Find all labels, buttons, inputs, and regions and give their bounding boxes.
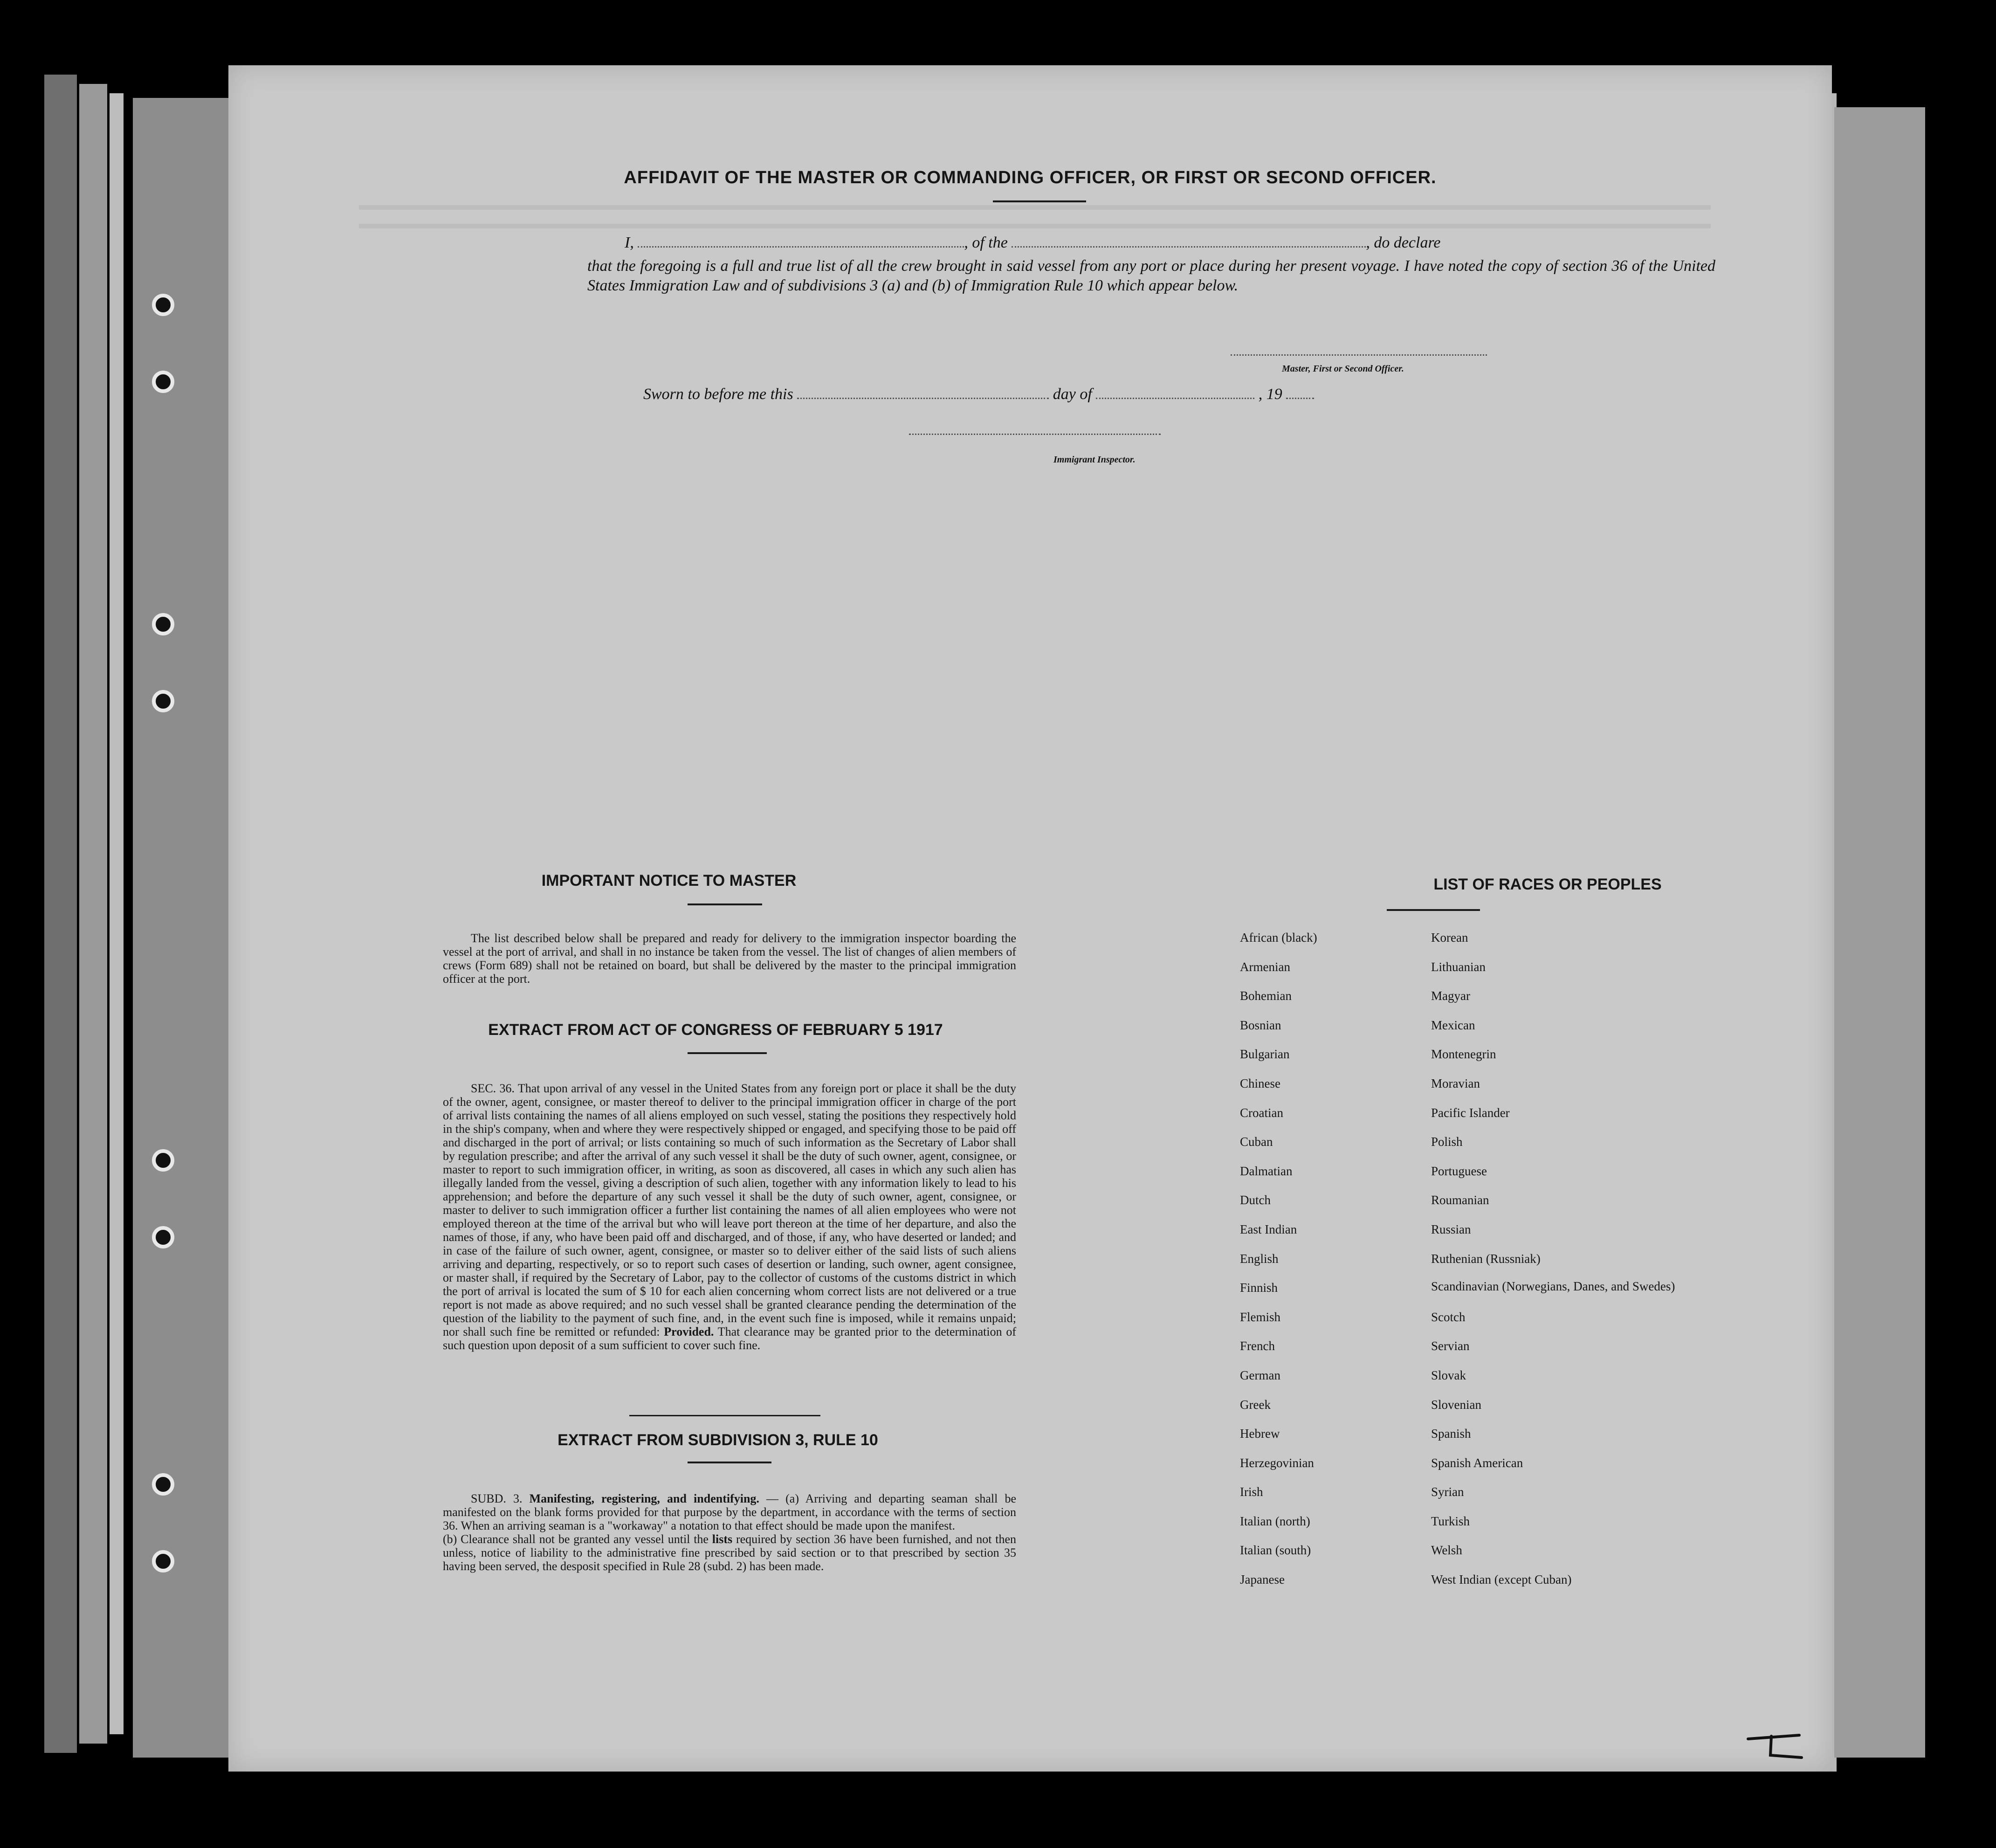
sworn-text: Sworn to before me this	[643, 386, 793, 403]
declaration-i: I,	[625, 234, 634, 251]
binder-edge-strip	[79, 84, 107, 1744]
race-list-item: Turkish	[1431, 1514, 1470, 1528]
punch-hole	[152, 1149, 174, 1172]
affidavit-declaration-line	[587, 233, 1715, 253]
act-extract-body	[443, 1082, 1016, 1352]
day-blank[interactable]	[797, 398, 1049, 399]
section-divider	[629, 1415, 820, 1416]
sec-36-text: SEC. 36. That upon arrival of any vessel in the United States from any foreign port or place it shall be the duty of the owner, agent, consignee, or master thereof to deliver to the principal immigration officer in charge of the port of arrival lists containing the names of all aliens employed on such vessel, stating the positions they respectively hold in the ship's company, when and where they were respectively shipped or engaged, and specifying those to be paid off and discharged in the port of arrival; or lists containing so much of such information as the Secretary of Labor shall by regulation prescribe; and after the arrival of any such vessel it shall be the duty of such owner, agent, consignee, or master to report to such immigration officer, in writing, as soon as discovered, all cases in which any such alien has illegally landed from the vessel, giving a description of such alien, together with any information likely to lead to his apprehension; and before the departure of any such vessel it shall be the duty of such owner, agent, consignee, or master to deliver to such immigration officer a further list containing the names of all alien employees who were not employed thereon at the time of the arrival but who will leave port thereon at the time of her departure, and also the names of those, if any, who have been paid off and discharged, and of those, if any, who have deserted or landed; and in case of the failure of such owner, agent, consignee, or master so to deliver either of the said lists of such aliens arriving and departing, respectively, or so to report such cases of desertion or landing, such owner, agent consignee, or master shall, if required by the Secretary of Labor, pay to the collector of customs of the customs district in which the port of arrival is located the sum of $ 10 for each alien concerning whom correct lists are not delivered or a true report is not made as above required; and no such vessel shall be granted clearance pending the determination of the question of the liability to the payment of such fine, and, in the event such fine is imposed, while it remains unpaid; nor shall such fine be remitted or refunded:	[443, 1082, 1016, 1338]
signature-caption: Master, First or Second Officer.	[1282, 364, 1404, 374]
race-list-item: Ruthenian (Russniak)	[1431, 1251, 1541, 1266]
race-list-item: Russian	[1431, 1222, 1471, 1236]
punch-hole	[152, 1550, 174, 1572]
race-list-item: Pacific Islander	[1431, 1105, 1510, 1120]
subd-a-text: — (a) Arriving and departing seaman shall be manifested on the blank forms provided for that purpose by the department, in accordance with the terms of section 36. When an arriving seaman is a "workaway" a notation to that effect should be made upon the manifest.	[443, 1492, 1017, 1532]
race-list-item: Lithuanian	[1431, 959, 1486, 974]
handwritten-mark-icon	[1743, 1730, 1809, 1762]
race-list-item: Cuban	[1240, 1135, 1273, 1149]
punch-hole	[152, 613, 174, 635]
race-list-item: Servian	[1431, 1339, 1470, 1353]
title-underline	[688, 903, 762, 905]
title-underline	[688, 1052, 767, 1054]
lists-text: lists	[712, 1532, 733, 1546]
races-column-1	[1240, 930, 1417, 1601]
race-list-item: Bosnian	[1240, 1018, 1281, 1032]
race-list-item: Japanese	[1240, 1572, 1285, 1587]
binder-right-margin	[1834, 107, 1925, 1758]
bleed-through-line	[359, 224, 1711, 228]
race-list-item: Spanish American	[1431, 1455, 1523, 1470]
notice-paragraph: The list described below shall be prepared and ready for delivery to the immigration inspector boarding the vessel at the port of arrival, and shall in no instance be taken from the vessel. The list of changes of alien members of crews (Form 689) shall not be retained on board, but shall be delivered by the master to the principal immigration officer at the port.	[443, 931, 1016, 986]
inspector-caption: Immigrant Inspector.	[1053, 455, 1136, 465]
sworn-line	[643, 385, 1482, 404]
declaration-declare: , do declare	[1366, 234, 1441, 251]
race-list-item: Greek	[1240, 1397, 1271, 1412]
signature-blank[interactable]	[1231, 354, 1487, 356]
declaration-of-the: , of the	[964, 234, 1008, 251]
sec-36-end: That clearance may be granted prior to the determination of such question upon deposit of a sum sufficient to cover such fine.	[443, 1325, 1017, 1352]
race-list-item: Bohemian	[1240, 989, 1292, 1003]
notice-body	[443, 931, 1016, 986]
day-of-text: day of	[1053, 386, 1092, 403]
race-list-item: African (black)	[1240, 931, 1317, 945]
race-list-item: Chinese	[1240, 1076, 1280, 1090]
subd-a-paragraph	[443, 1492, 1016, 1532]
race-list-item: Bulgarian	[1240, 1047, 1290, 1062]
binder-edge-strip	[44, 75, 77, 1753]
punch-hole	[152, 690, 174, 712]
rule-extract-title: EXTRACT FROM SUBDIVISION 3, RULE 10	[558, 1431, 878, 1449]
race-list-item: Mexican	[1431, 1018, 1475, 1032]
race-list-item: Magyar	[1431, 989, 1470, 1003]
title-underline	[1387, 909, 1480, 911]
punch-hole	[152, 1226, 174, 1248]
subd-heading: Manifesting, registering, and indentifying.	[529, 1492, 759, 1505]
title-underline	[688, 1462, 771, 1463]
race-list-item: Slovak	[1431, 1368, 1466, 1382]
race-list-item: German	[1240, 1368, 1280, 1382]
race-list-item: Italian (south)	[1240, 1543, 1311, 1558]
year-blank[interactable]	[1286, 398, 1314, 399]
document-page	[228, 65, 1832, 1772]
vessel-blank[interactable]	[1012, 246, 1366, 248]
month-blank[interactable]	[1096, 398, 1254, 399]
race-list-item: Irish	[1240, 1485, 1263, 1499]
subd-label: SUBD. 3.	[471, 1492, 523, 1505]
race-list-item: Herzegovinian	[1240, 1455, 1314, 1470]
race-list-item: Welsh	[1431, 1543, 1462, 1558]
title-underline	[993, 200, 1086, 202]
inspector-signature-blank[interactable]	[909, 434, 1161, 435]
race-list-item: Finnish	[1240, 1281, 1278, 1295]
provided-text: Provided.	[664, 1325, 714, 1338]
binder-edge-strip	[110, 93, 124, 1734]
race-list-item: Croatian	[1240, 1105, 1283, 1120]
race-list-item: Dutch	[1240, 1193, 1271, 1207]
punch-hole	[152, 1473, 174, 1496]
act-extract-title: EXTRACT FROM ACT OF CONGRESS OF FEBRUARY 5 1917	[488, 1021, 943, 1039]
race-list-item: Roumanian	[1431, 1193, 1489, 1207]
notice-title: IMPORTANT NOTICE TO MASTER	[541, 872, 797, 890]
subd-b-end: required by section 36 have been furnished, and not then unless, notice of liability to the administrative fine prescribed by said section or to that prescribed by section 35 having been served, the desposit specified in Rule 28 (subd. 2) has been made.	[443, 1532, 1017, 1573]
race-list-item: Dalmatian	[1240, 1164, 1293, 1178]
bleed-through-line	[359, 205, 1711, 210]
races-column-2	[1431, 930, 1692, 1601]
binder-left-margin	[133, 98, 231, 1758]
race-list-item: West Indian (except Cuban)	[1431, 1572, 1572, 1587]
races-title: LIST OF RACES OR PEOPLES	[1433, 876, 1662, 893]
race-list-item: Hebrew	[1240, 1427, 1280, 1441]
name-blank[interactable]	[638, 246, 964, 248]
punch-hole	[152, 371, 174, 393]
race-list-item: Armenian	[1240, 959, 1290, 974]
race-list-item: English	[1240, 1251, 1279, 1266]
race-list-item: Spanish	[1431, 1427, 1471, 1441]
race-list-item: Moravian	[1431, 1076, 1480, 1090]
race-list-item: Italian (north)	[1240, 1514, 1310, 1528]
race-list-item: Polish	[1431, 1135, 1463, 1149]
race-list-item: Montenegrin	[1431, 1047, 1496, 1062]
race-list-item: Portuguese	[1431, 1164, 1487, 1178]
race-list-item: Scotch	[1431, 1310, 1466, 1324]
subd-b-paragraph	[443, 1532, 1016, 1573]
race-list-item: East Indian	[1240, 1222, 1297, 1236]
race-list-item: Korean	[1431, 931, 1468, 945]
affidavit-body: that the foregoing is a full and true list of all the crew brought in said vessel from any port or place during her present voyage. I have noted the copy of section 36 of the United States Immigration Law and of subdivisions 3 (a) and (b) of Immigration Rule 10 which appear below.	[587, 257, 1715, 294]
race-list-item: Flemish	[1240, 1310, 1281, 1324]
race-list-item: Slovenian	[1431, 1397, 1481, 1412]
race-list-item: French	[1240, 1339, 1275, 1353]
punch-hole	[152, 294, 174, 316]
year-prefix: , 19	[1258, 386, 1282, 403]
rule-extract-body	[443, 1492, 1016, 1573]
race-list-item: Syrian	[1431, 1485, 1464, 1499]
race-list-item: Scandinavian (Norwegians, Danes, and Swedes)	[1431, 1279, 1675, 1294]
affidavit-title: AFFIDAVIT OF THE MASTER OR COMMANDING OFFICER, OR FIRST OR SECOND OFFICER.	[624, 168, 1437, 187]
sec-36-paragraph	[443, 1082, 1016, 1352]
subd-b-start: (b) Clearance shall not be granted any vessel until the	[443, 1532, 709, 1546]
